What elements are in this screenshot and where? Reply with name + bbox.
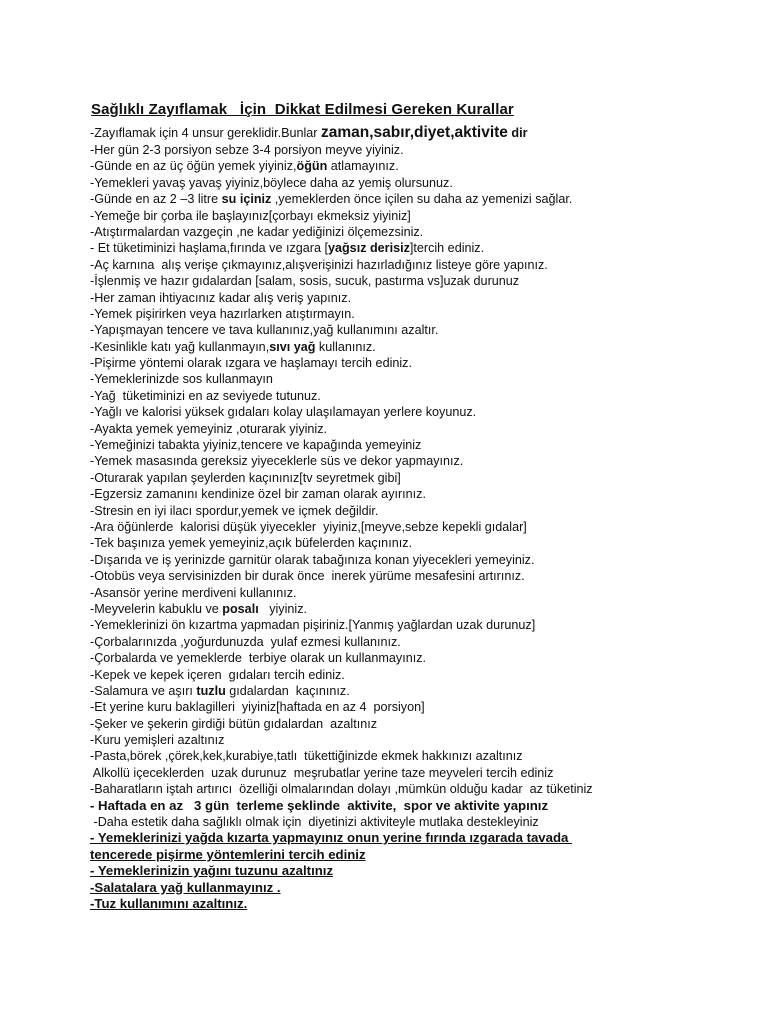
rule-line	[90, 683, 760, 699]
rule-text: -Yemek masasında gereksiz yiyeceklerle süs ve dekor yapmayınız.	[90, 454, 464, 469]
rule-line	[90, 667, 760, 683]
rule-line	[90, 552, 760, 568]
rule-text: - Haftada en az 3 gün terleme şeklinde aktivite, spor ve aktivite yapınız	[90, 797, 549, 813]
rule-text: -Günde en az 2 –3 litre	[90, 192, 222, 207]
rule-text: -Her zaman ihtiyacınız kadar alış veriş yapınız.	[90, 290, 352, 305]
rule-text: -Yemeğinizi tabakta yiyiniz,tencere ve kapağında yemeyiniz	[90, 438, 422, 453]
rule-line	[90, 847, 760, 863]
rule-text: tuzlu	[196, 683, 226, 698]
rule-line	[90, 175, 760, 191]
rule-text: -Egzersiz zamanını kendinize özel bir zaman olarak ayırınız.	[90, 487, 426, 502]
rule-line	[90, 617, 760, 633]
rule-line	[90, 142, 760, 158]
rule-text: -Daha estetik daha sağlıklı olmak için diyetinizi aktiviteyle mutlaka destekleyiniz	[90, 815, 539, 830]
rule-text: yiyiniz.	[258, 601, 307, 616]
rule-line	[90, 339, 760, 355]
rule-line	[90, 470, 760, 486]
rule-text: kullanınız.	[315, 339, 376, 354]
rule-text: -Her gün 2-3 porsiyon sebze 3-4 porsiyon meyve yiyiniz.	[90, 143, 404, 157]
rule-line	[90, 240, 760, 256]
rule-text: posalı	[222, 601, 259, 616]
rule-text: -Yağ tüketiminizi en az seviyede tutunuz.	[90, 388, 321, 403]
rule-line	[90, 257, 760, 273]
rule-line	[90, 880, 760, 896]
rule-text: -Yemeğe bir çorba ile başlayınız[çorbayı ekmeksiz yiyiniz]	[90, 208, 411, 223]
rule-text: -Kuru yemişleri azaltınız	[90, 733, 225, 748]
rule-text: zaman,sabır,diyet,aktivite	[320, 124, 508, 141]
rule-text: öğün	[296, 159, 328, 174]
rule-line	[90, 765, 760, 781]
rule-text: -Şeker ve şekerin girdiği bütün gıdalardan azaltınız	[90, 716, 378, 731]
rule-text: -Aç karnına alış verişe çıkmayınız,alışverişinizi hazırladığınız listeye göre yapınız.	[90, 257, 548, 272]
rule-text: -Baharatların iştah artırıcı özelliği olmalarından dolayı ,mümkün olduğu kadar az tüketiniz	[90, 782, 593, 797]
rule-text: gıdalardan kaçınınız.	[225, 683, 350, 698]
rule-text: -Stresin en iyi ilacı spordur,yemek ve içmek değildir.	[90, 503, 379, 518]
rule-line	[90, 371, 760, 387]
rule-text: -Zayıflamak için 4 unsur gereklidir.Bunlar	[90, 126, 321, 140]
rule-text: -Kesinlikle katı yağ kullanmayın,	[90, 339, 270, 354]
rule-line	[90, 355, 760, 371]
rule-line	[90, 503, 760, 519]
rule-line	[90, 290, 760, 306]
rule-line	[90, 798, 760, 814]
rule-text: - Yemeklerinizin yağını tuzunu azaltınız	[90, 863, 334, 879]
rule-text: -Kepek ve kepek içeren gıdaları tercih ediniz.	[90, 667, 345, 682]
rule-text: -Meyvelerin kabuklu ve	[90, 601, 223, 616]
rule-text: -Günde en az üç öğün yemek yiyiniz,	[90, 159, 297, 174]
rule-line	[90, 224, 760, 240]
rule-line	[90, 863, 760, 879]
rule-line	[90, 453, 760, 469]
rule-line	[90, 814, 760, 830]
rule-line	[90, 535, 760, 551]
rule-text: -Ayakta yemek yemeyiniz ,oturarak yiyiniz.	[90, 421, 328, 436]
rule-line	[90, 748, 760, 764]
rule-text: -Tuz kullanımını azaltınız.	[90, 895, 248, 911]
rule-text: dir	[507, 126, 528, 140]
rule-text: -Yapışmayan tencere ve tava kullanınız,yağ kullanımını azaltır.	[90, 323, 439, 338]
rule-line	[90, 421, 760, 437]
rule-text: Alkollü içeceklerden uzak durunuz meşrubatlar yerine taze meyveleri tercih ediniz	[90, 765, 554, 780]
rule-line	[90, 634, 760, 650]
rule-text: sıvı yağ	[269, 339, 316, 354]
rule-line	[90, 404, 760, 420]
rule-line	[90, 601, 760, 617]
rule-line	[90, 306, 760, 322]
rule-text: ]tercih ediniz.	[409, 241, 485, 256]
rule-text: -Tek başınıza yemek yemeyiniz,açık büfelerden kaçınınız.	[90, 536, 412, 551]
rules-list	[90, 124, 760, 912]
rule-line	[90, 519, 760, 535]
rule-line	[90, 716, 760, 732]
rule-text: -İşlenmiş ve hazır gıdalardan [salam, sosis, sucuk, pastırma vs]uzak durunuz	[90, 274, 520, 289]
rule-text: -Yemeklerinizde sos kullanmayın	[90, 372, 273, 387]
rule-text: su içiniz	[221, 192, 272, 207]
rule-text: -Atıştırmalardan vazgeçin ,ne kadar yediğinizi ölçemezsiniz.	[90, 224, 424, 239]
rule-text: -Yağlı ve kalorisi yüksek gıdaları kolay ulaşılamayan yerlere koyunuz.	[90, 405, 477, 420]
rule-line	[90, 322, 760, 338]
rule-text: tencerede pişirme yöntemlerini tercih ediniz	[90, 846, 366, 862]
rule-line	[90, 568, 760, 584]
rule-line	[90, 158, 760, 174]
rule-text: atlamayınız.	[327, 159, 399, 174]
page-title: Sağlıklı Zayıflamak İçin Dikkat Edilmesi Gereken Kurallar	[91, 101, 514, 118]
rule-line	[90, 273, 760, 289]
rule-text: -Salatalara yağ kullanmayınız .	[90, 879, 281, 895]
rule-text: ,yemeklerden önce içilen su daha az yemenizi sağlar.	[271, 192, 573, 207]
rule-text: -Ara öğünlerde kalorisi düşük yiyecekler yiyiniz,[meyve,sebze kepekli gıdalar]	[90, 519, 527, 534]
rule-text: - Yemeklerinizi yağda kızarta yapmayınız onun yerine fırında ızgarada tavada	[90, 830, 573, 846]
rule-line	[90, 699, 760, 715]
rule-text: - Et tüketiminizi haşlama,fırında ve ızgara [	[90, 241, 328, 256]
rule-text: -Çorbalarınızda ,yoğurdunuzda yulaf ezmesi kullanınız.	[90, 634, 401, 649]
rule-line	[90, 208, 760, 224]
rule-line	[90, 896, 760, 912]
rule-line	[90, 830, 760, 846]
rule-text: -Oturarak yapılan şeylerden kaçınınız[tv seyretmek gibi]	[90, 470, 401, 485]
rule-line	[90, 437, 760, 453]
rule-text: -Otobüs veya servisinizden bir durak önce inerek yürüme mesafesini artırınız.	[90, 569, 525, 584]
rule-text: -Dışarıda ve iş yerinizde garnitür olarak tabağınıza konan yiyecekleri yemeyiniz.	[90, 552, 535, 567]
rule-line	[90, 650, 760, 666]
rule-line	[90, 781, 760, 797]
rule-text: -Yemeklerinizi ön kızartma yapmadan pişiriniz.[Yanmış yağlardan uzak durunuz]	[90, 618, 536, 633]
rule-text: -Pişirme yöntemi olarak ızgara ve haşlamayı tercih ediniz.	[90, 356, 412, 371]
rule-line	[90, 191, 760, 207]
rule-line	[90, 124, 760, 142]
rule-text: -Pasta,börek ,çörek,kek,kurabiye,tatlı tükettiğinizde ekmek hakkınızı azaltınız	[90, 749, 523, 764]
rule-text: -Salamura ve aşırı	[90, 683, 197, 698]
rule-text: -Çorbalarda ve yemeklerde terbiye olarak un kullanmayınız.	[90, 651, 426, 666]
rule-line	[90, 732, 760, 748]
rule-text: -Yemek pişirirken veya hazırlarken atıştırmayın.	[90, 306, 355, 321]
rule-line	[90, 486, 760, 502]
rule-text: -Yemekleri yavaş yavaş yiyiniz,böylece daha az yemiş olursunuz.	[90, 175, 453, 190]
rule-line	[90, 388, 760, 404]
rule-line	[90, 585, 760, 601]
rule-text: -Asansör yerine merdiveni kullanınız.	[90, 585, 297, 600]
rule-text: -Et yerine kuru baklagilleri yiyiniz[haftada en az 4 porsiyon]	[90, 700, 425, 715]
rule-text: yağsız derisiz	[327, 241, 410, 256]
